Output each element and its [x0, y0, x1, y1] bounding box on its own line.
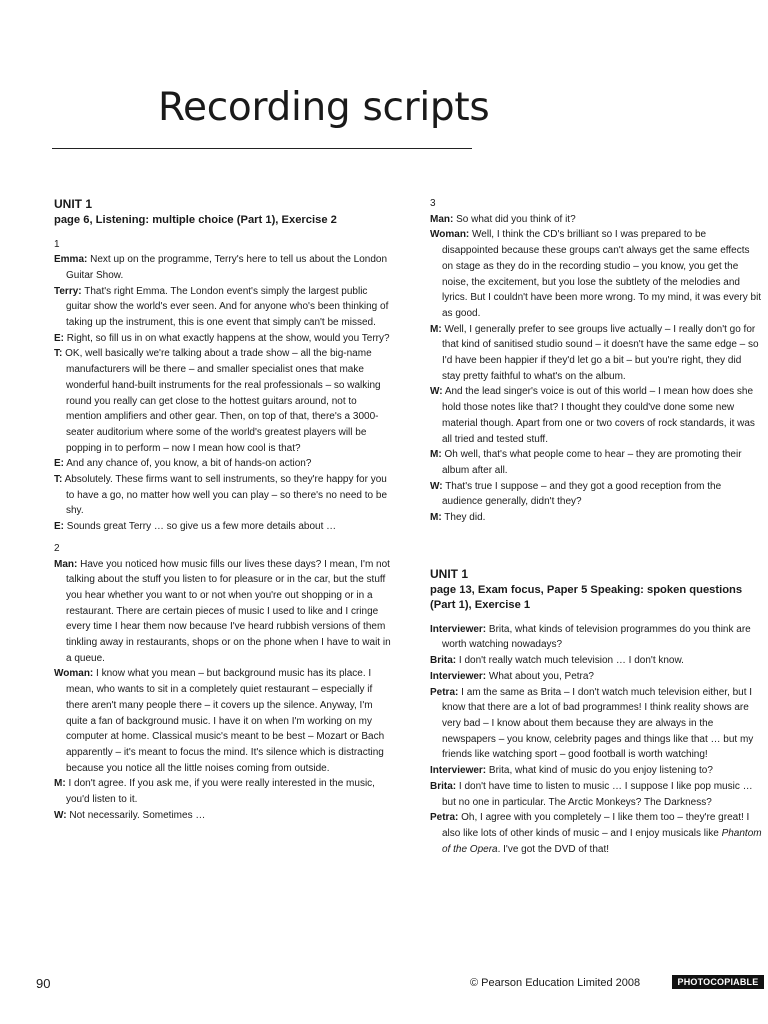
- dialogue-line: [54, 666, 392, 776]
- script-number: 2: [54, 542, 60, 554]
- speaker-label: T:: [54, 348, 63, 360]
- script-4: [430, 622, 762, 858]
- speaker-label: E:: [54, 458, 64, 470]
- unit-heading: UNIT 1: [430, 566, 469, 581]
- speaker-label: W:: [430, 386, 443, 398]
- unit-heading: UNIT 1: [54, 197, 93, 211]
- speech-text: They did.: [444, 512, 486, 524]
- speech-text: Oh, I agree with you completely – I like them too – they're great! I also like lots of other kinds of music – and I enjoy musicals like: [442, 812, 750, 839]
- speech-text: Oh well, that's what people come to hear – they are promoting their album after all.: [442, 449, 742, 476]
- speech-text: I don't really watch much television … I don't know.: [458, 655, 684, 667]
- speaker-label: Man:: [54, 558, 78, 570]
- script-1: [54, 252, 392, 535]
- speaker-label: M:: [430, 449, 442, 461]
- speech-text: And the lead singer's voice is out of this world – I mean how does she hold those notes like that? I thought they could've done some new material though. Apart from one or two covers of rock standards, it was all tried and tested stuff.: [442, 386, 755, 445]
- speech-text: I don't agree. If you ask me, if you were really interested in the music, you'd listen to it.: [66, 778, 375, 806]
- speaker-label: W:: [430, 480, 443, 492]
- speech-text: Next up on the programme, Terry's here to tell us about the London Guitar Show.: [66, 254, 388, 281]
- exercise-heading: page 6, Listening: multiple choice (Part 1), Exercise 2: [54, 214, 337, 226]
- speech-text: I don't have time to listen to music … I suppose I like pop music … but no one in particular. The Arctic Monkeys? The Darkness?: [442, 780, 753, 808]
- speaker-label: M:: [54, 778, 66, 790]
- script-number: 1: [54, 238, 60, 250]
- speaker-label: Brita:: [430, 655, 457, 667]
- speech-text: That's right Emma. The London event's simply the largest public guitar show the world's ever seen. And for anyone who's been thinking of taking up the instrument, this is one event that simply can't be missed.: [66, 285, 389, 329]
- dialogue-line: [54, 776, 392, 807]
- speaker-label: M:: [430, 512, 442, 524]
- spacer: [430, 532, 762, 566]
- speaker-label: W:: [54, 809, 67, 821]
- dialogue-line: [54, 331, 392, 347]
- dialogue-line: [430, 384, 762, 447]
- script-2: [54, 557, 392, 824]
- speech-text: I am the same as Brita – I don't watch much television either, but I know that there are a lot of bad programmes! I think reality shows are very bad – I know about them because they are always in the newspapers – you know, celebrity pages and things like that … but my friends like watching sport – good football is worth watching!: [442, 686, 754, 761]
- speech-text: Sounds great Terry … so give us a few more details about …: [66, 521, 337, 533]
- title-rule: [52, 148, 472, 149]
- script-3: [430, 212, 762, 526]
- speaker-label: Man:: [430, 213, 454, 225]
- speech-text: Right, so fill us in on what exactly happens at the show, would you Terry?: [66, 332, 390, 344]
- speaker-label: Woman:: [54, 668, 94, 680]
- dialogue-line: [430, 810, 762, 857]
- photocopiable-badge: PHOTOCOPIABLE: [672, 975, 764, 989]
- dialogue-line: [54, 808, 392, 824]
- exercise-heading: page 13, Exam focus, Paper 5 Speaking: spoken questions (Part 1), Exercise 1: [430, 583, 743, 612]
- speech-text: Absolutely. These firms want to sell instruments, so they're happy for you to have a go, no matter how well you can play – so there's no need to be shy.: [64, 474, 388, 517]
- speaker-label: Emma:: [54, 254, 88, 266]
- dialogue-line: [430, 510, 762, 526]
- dialogue-line: [430, 669, 762, 685]
- left-column: [54, 196, 392, 830]
- dialogue-line: [430, 447, 762, 478]
- speech-text: OK, well basically we're talking about a trade show – all the big-name manufacturers will be there – and smaller specialist ones that make wonderful hand-built instruments for the real professionals – so walking round you really can get close to the hottest guitars around, not to mention amplifiers and other gear. Then, on top of that, there's a 3000-seater auditorium where some of the world's greatest players will be popping in to perform – now I mean how cool is that?: [65, 348, 381, 454]
- speech-text: Not necessarily. Sometimes …: [69, 809, 206, 821]
- title-italic: Phantom of the Opera: [442, 827, 762, 855]
- speaker-label: Brita:: [430, 780, 457, 792]
- speaker-label: Terry:: [54, 285, 82, 297]
- speaker-label: Interviewer:: [430, 623, 487, 635]
- dialogue-line: [430, 763, 762, 779]
- speaker-label: Interviewer:: [430, 765, 487, 777]
- dialogue-line: [430, 322, 762, 385]
- speech-text: Well, I think the CD's brilliant so I was prepared to be disappointed because these groups can't always get the same effects on stage as they do in the recording studio – you know, you get the noise, the excitement, but you lose the subtlety of the melodies and lyrics. But I couldn't have been more wrong. To my mind, it was every bit as good.: [442, 229, 762, 319]
- dialogue-line: [430, 479, 762, 510]
- speaker-label: E:: [54, 521, 64, 533]
- speech-text: Brita, what kinds of television programmes do you think are worth watching nowadays?: [442, 623, 751, 651]
- dialogue-line: [54, 472, 392, 519]
- dialogue-line: [54, 557, 392, 667]
- dialogue-line: [430, 227, 762, 321]
- page-title: Recording scripts: [158, 85, 490, 130]
- dialogue-line: [54, 252, 392, 283]
- copyright-notice: © Pearson Education Limited 2008: [470, 977, 641, 989]
- speaker-label: Petra:: [430, 686, 459, 698]
- speech-text: Well, I generally prefer to see groups live actually – I really don't go for that kind of sanitised studio sound – it doesn't have the same edge – so I'd have been happier if they'd let go a bit – but you're right, they did stay pretty faithful to what's on the album.: [442, 323, 759, 382]
- dialogue-line: [54, 346, 392, 456]
- speaker-label: Woman:: [430, 229, 470, 241]
- dialogue-line: [430, 685, 762, 764]
- dialogue-line: [54, 284, 392, 331]
- speech-text: Have you noticed how music fills our lives these days? I mean, I'm not talking about the stuff you listen to for pleasure or in the car, but the stuff you hear whether you want to or not when you're out shopping or in a restaurant. There are certain pieces of music I used to like and I cringe every time I hear them now because I've heard rubbish versions of them tinkling away in restaurants, shops or on the phone when I have to wait in a queue.: [66, 558, 391, 664]
- script-number: 3: [430, 198, 436, 209]
- speech-text: What about you, Petra?: [488, 670, 594, 682]
- page-number: 90: [36, 976, 51, 991]
- speaker-label: T:: [54, 474, 63, 486]
- dialogue-line: [430, 653, 762, 669]
- dialogue-line: [430, 212, 762, 228]
- dialogue-line: [430, 622, 762, 653]
- right-column: [430, 196, 762, 863]
- dialogue-line: [54, 456, 392, 472]
- speech-text: . I've got the DVD of that!: [497, 843, 610, 855]
- speech-text: That's true I suppose – and they got a good reception from the audience generally, didn't they?: [442, 480, 722, 508]
- speaker-label: M:: [430, 323, 442, 335]
- speaker-label: Interviewer:: [430, 670, 487, 682]
- speaker-label: E:: [54, 332, 64, 344]
- speaker-label: Petra:: [430, 812, 459, 824]
- speech-text: Brita, what kind of music do you enjoy listening to?: [488, 765, 713, 777]
- speech-text: So what did you think of it?: [456, 213, 576, 225]
- speech-text: I know what you mean – but background music has its place. I mean, who wants to sit in a completely quiet restaurant – especially if there aren't many people there – it covers up the silence. Anyway, I'm quite a fan of background music. I have it on when I'm working on my computer at home. Classical music's meant to be best – Mozart or Bach apparently – it's meant to focus the mind. It's silence which is distracting because you notice all the little noises coming from outside.: [66, 668, 385, 774]
- dialogue-line: [54, 519, 392, 535]
- speech-text: And any chance of, you know, a bit of hands-on action?: [66, 458, 312, 470]
- dialogue-line: [430, 779, 762, 810]
